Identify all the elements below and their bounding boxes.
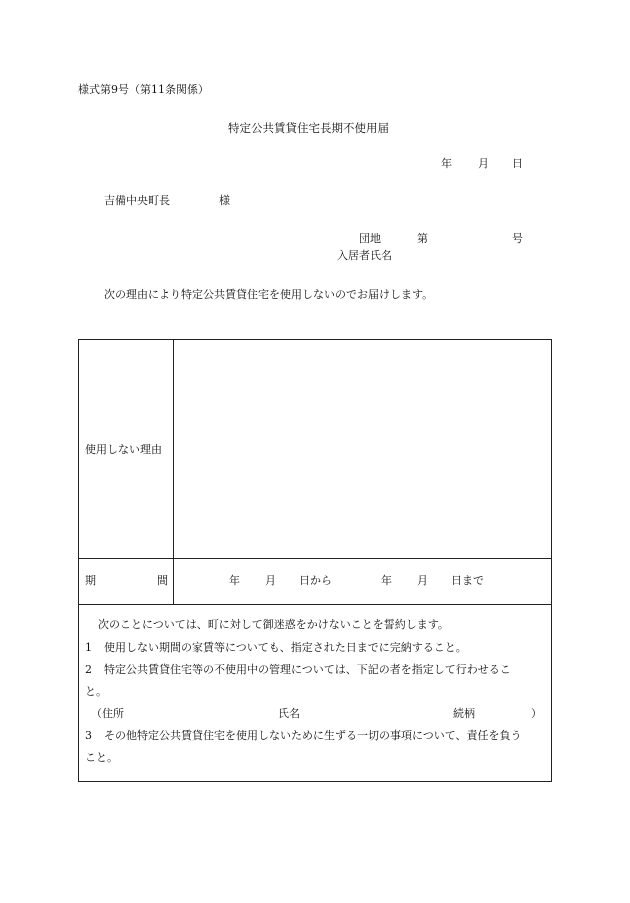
reason-field[interactable] [175,341,551,557]
date-month: 月 [478,157,489,170]
resident-name-label: 入居者氏名 [337,249,392,262]
agent-name-label: 氏名 [278,707,300,720]
period-to-month: 月 [417,574,428,587]
pledge-intro: 次のことについては、町に対して御迷惑をかけないことを誓約します。 [98,618,449,631]
form-table [78,339,552,782]
row-divider-1 [79,558,551,559]
date-day: 日 [512,157,523,170]
row-divider-2 [79,604,551,605]
period-label-2: 間 [157,574,168,587]
pledge-item3-line2: こと。 [85,751,118,764]
date-year: 年 [441,157,452,170]
period-from-day: 日から [299,574,332,587]
reason-label: 使用しない理由 [85,443,162,456]
period-from-year: 年 [229,574,240,587]
addressee-name: 吉備中央町長 [104,194,170,207]
danchi-label: 団地 [359,232,381,245]
pledge-item3-number: 3 [85,729,92,742]
agent-relation-label: 続柄 [453,707,475,720]
period-from-month: 月 [265,574,276,587]
addressee-honorific: 様 [219,194,230,207]
form-number: 様式第9号（第11条関係） [78,83,209,96]
agent-close-paren: ） [531,707,542,720]
number-prefix: 第 [417,232,428,245]
intro-text: 次の理由により特定公共賃貸住宅を使用しないのでお届けします。 [104,288,434,301]
period-to-year: 年 [381,574,392,587]
pledge-item3-line1: その他特定公共賃貸住宅を使用しないために生ずる一切の事項について、責任を負う [104,729,522,742]
period-label-1: 期 [85,574,96,587]
pledge-item2-number: 2 [85,663,92,676]
number-suffix: 号 [512,232,523,245]
column-divider [173,340,174,604]
period-to-day: 日まで [451,574,484,587]
pledge-item2-line1: 特定公共賃貸住宅等の不使用中の管理については、下記の者を指定して行わせるこ [104,663,511,676]
pledge-item1: 使用しない期間の家賃等についても、指定された日までに完納すること。 [104,641,467,654]
pledge-item2-line2: と。 [85,685,107,698]
agent-address-label: （住所 [91,707,124,720]
page-title: 特定公共賃貸住宅長期不使用届 [228,121,389,135]
pledge-item1-number: 1 [85,641,92,654]
